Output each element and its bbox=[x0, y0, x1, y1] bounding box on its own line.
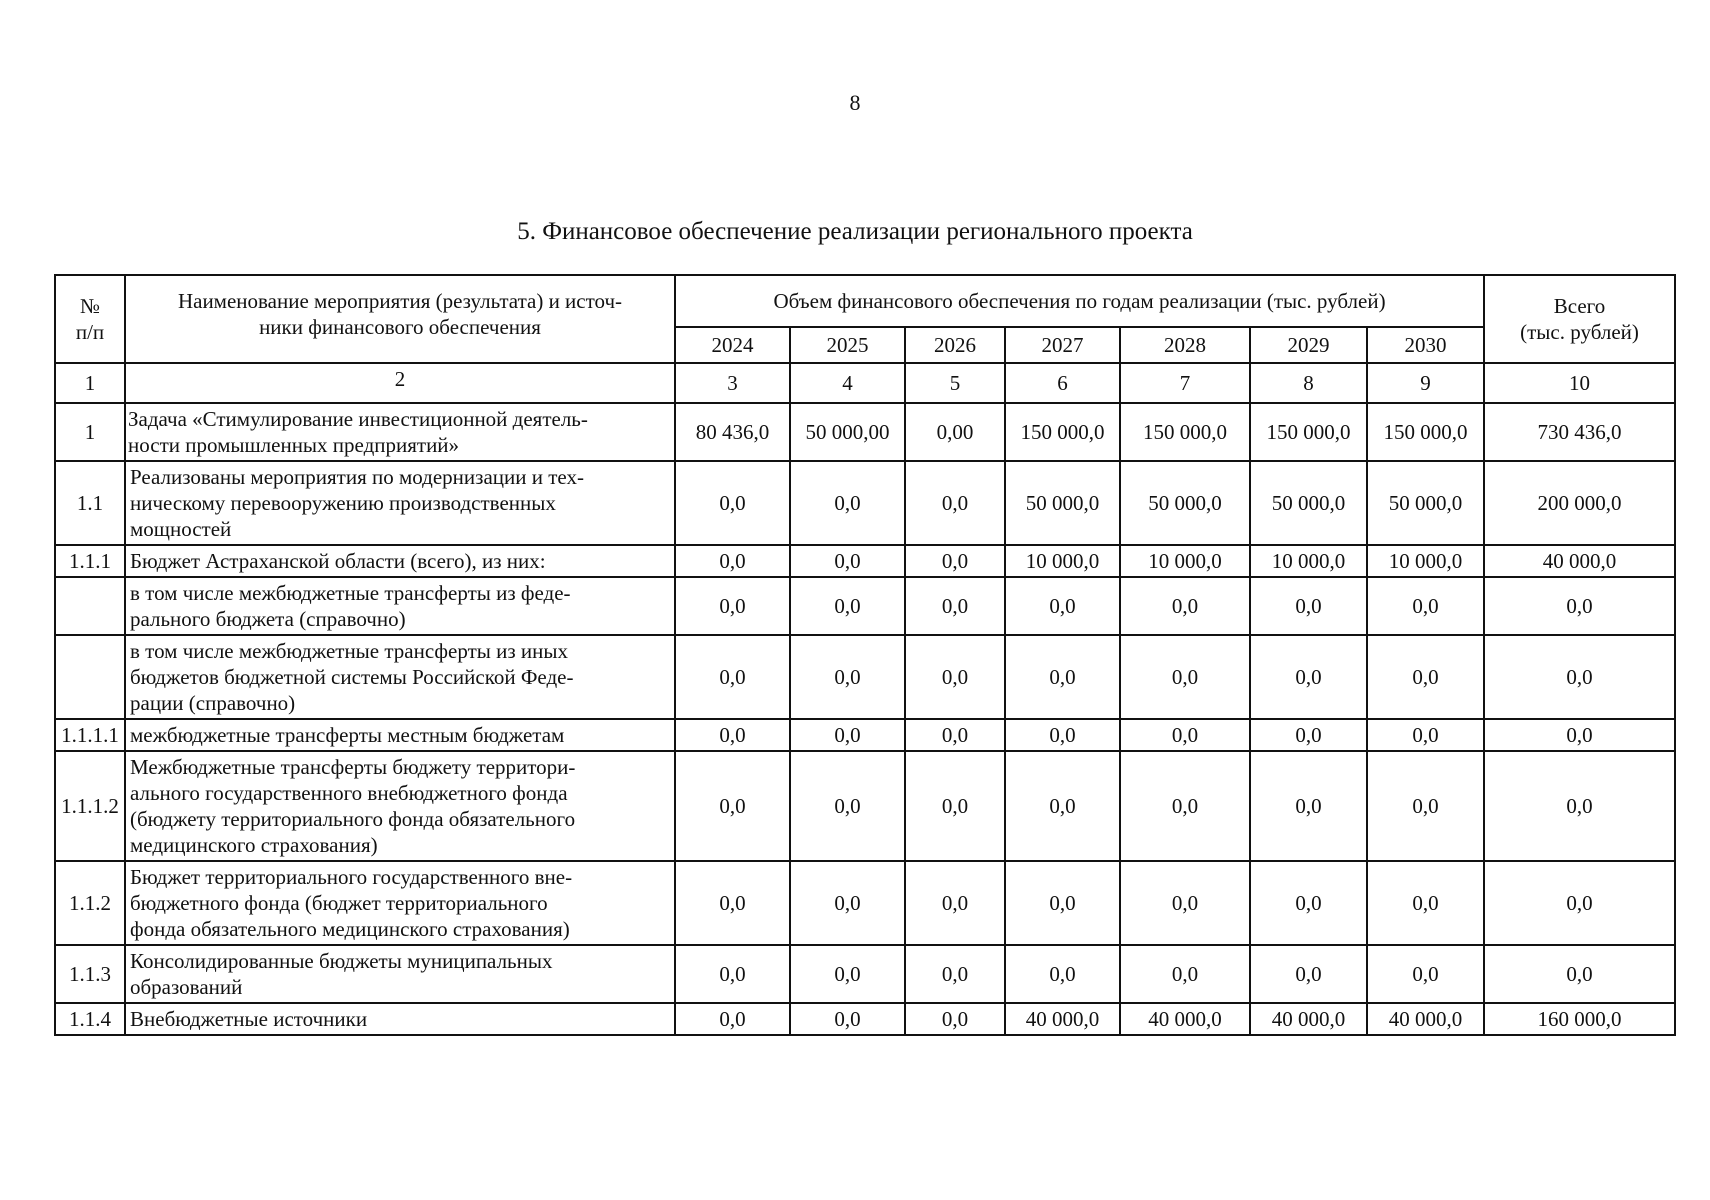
value-2025: 0,0 bbox=[790, 577, 905, 635]
value-2027: 0,0 bbox=[1005, 577, 1120, 635]
header-number: № п/п bbox=[55, 275, 125, 363]
value-2029: 0,0 bbox=[1250, 751, 1367, 861]
row-number: 1.1.1.1 bbox=[55, 719, 125, 751]
value-2026: 0,0 bbox=[905, 751, 1005, 861]
row-name: Межбюджетные трансферты бюджету территори- ального государственного внебюджетного фонда (бюджету территориального фонда обязательного медицинского страхования) bbox=[125, 751, 675, 861]
value-2027: 40 000,0 bbox=[1005, 1003, 1120, 1035]
value-2026: 0,0 bbox=[905, 461, 1005, 545]
value-2027: 10 000,0 bbox=[1005, 545, 1120, 577]
column-number-8: 8 bbox=[1250, 363, 1367, 403]
year-header-2029: 2029 bbox=[1250, 327, 1367, 363]
value-2024: 0,0 bbox=[675, 577, 790, 635]
value-2028: 150 000,0 bbox=[1120, 403, 1250, 461]
value-2027: 0,0 bbox=[1005, 945, 1120, 1003]
table-row bbox=[55, 635, 1675, 719]
row-name: Реализованы мероприятия по модернизации и тех- ническому перевооружению производственных мощностей bbox=[125, 461, 675, 545]
value-2026: 0,0 bbox=[905, 577, 1005, 635]
row-total: 730 436,0 bbox=[1484, 403, 1675, 461]
value-2030: 0,0 bbox=[1367, 577, 1484, 635]
year-header-2024: 2024 bbox=[675, 327, 790, 363]
row-name: в том числе межбюджетные трансферты из иных бюджетов бюджетной системы Российской Феде- рации (справочно) bbox=[125, 635, 675, 719]
value-2029: 40 000,0 bbox=[1250, 1003, 1367, 1035]
column-numbers-row bbox=[55, 363, 1675, 403]
table-header bbox=[55, 275, 1675, 363]
table-row bbox=[55, 545, 1675, 577]
row-number: 1.1.3 bbox=[55, 945, 125, 1003]
row-total: 200 000,0 bbox=[1484, 461, 1675, 545]
value-2026: 0,0 bbox=[905, 945, 1005, 1003]
value-2029: 0,0 bbox=[1250, 861, 1367, 945]
value-2025: 0,0 bbox=[790, 861, 905, 945]
value-2027: 50 000,0 bbox=[1005, 461, 1120, 545]
value-2025: 0,0 bbox=[790, 719, 905, 751]
value-2024: 0,0 bbox=[675, 1003, 790, 1035]
value-2027: 0,0 bbox=[1005, 635, 1120, 719]
row-total: 40 000,0 bbox=[1484, 545, 1675, 577]
value-2026: 0,0 bbox=[905, 545, 1005, 577]
column-number-7: 7 bbox=[1120, 363, 1250, 403]
value-2028: 50 000,0 bbox=[1120, 461, 1250, 545]
header-name: Наименование мероприятия (результата) и источ- ники финансового обеспечения bbox=[125, 275, 675, 363]
year-header-2026: 2026 bbox=[905, 327, 1005, 363]
value-2030: 10 000,0 bbox=[1367, 545, 1484, 577]
table-row bbox=[55, 1003, 1675, 1035]
value-2029: 10 000,0 bbox=[1250, 545, 1367, 577]
row-number: 1.1.4 bbox=[55, 1003, 125, 1035]
value-2025: 0,0 bbox=[790, 635, 905, 719]
header-volume: Объем финансового обеспечения по годам реализации (тыс. рублей) bbox=[675, 275, 1484, 327]
table-row bbox=[55, 861, 1675, 945]
value-2024: 0,0 bbox=[675, 861, 790, 945]
row-number: 1.1.1 bbox=[55, 545, 125, 577]
column-number-1: 1 bbox=[55, 363, 125, 403]
value-2027: 0,0 bbox=[1005, 861, 1120, 945]
row-number: 1.1.2 bbox=[55, 861, 125, 945]
value-2028: 0,0 bbox=[1120, 861, 1250, 945]
value-2028: 40 000,0 bbox=[1120, 1003, 1250, 1035]
section-title: 5. Финансовое обеспечение реализации регионального проекта bbox=[517, 218, 1193, 245]
year-header-2027: 2027 bbox=[1005, 327, 1120, 363]
column-number-6: 6 bbox=[1005, 363, 1120, 403]
row-total: 0,0 bbox=[1484, 577, 1675, 635]
value-2029: 50 000,0 bbox=[1250, 461, 1367, 545]
value-2025: 0,0 bbox=[790, 545, 905, 577]
row-total: 0,0 bbox=[1484, 635, 1675, 719]
value-2027: 0,0 bbox=[1005, 719, 1120, 751]
value-2025: 0,0 bbox=[790, 945, 905, 1003]
table-row bbox=[55, 719, 1675, 751]
value-2024: 0,0 bbox=[675, 461, 790, 545]
financing-table bbox=[54, 274, 1676, 1036]
value-2027: 0,0 bbox=[1005, 751, 1120, 861]
column-number-4: 4 bbox=[790, 363, 905, 403]
value-2030: 50 000,0 bbox=[1367, 461, 1484, 545]
value-2025: 0,0 bbox=[790, 461, 905, 545]
value-2026: 0,0 bbox=[905, 861, 1005, 945]
page-number: 8 bbox=[849, 90, 861, 115]
value-2028: 0,0 bbox=[1120, 945, 1250, 1003]
value-2026: 0,0 bbox=[905, 1003, 1005, 1035]
table-row bbox=[55, 461, 1675, 545]
value-2028: 0,0 bbox=[1120, 635, 1250, 719]
row-total: 0,0 bbox=[1484, 861, 1675, 945]
value-2029: 0,0 bbox=[1250, 945, 1367, 1003]
value-2028: 0,0 bbox=[1120, 751, 1250, 861]
value-2028: 10 000,0 bbox=[1120, 545, 1250, 577]
row-name: Бюджет Астраханской области (всего), из них: bbox=[125, 545, 675, 577]
row-total: 0,0 bbox=[1484, 945, 1675, 1003]
row-total: 160 000,0 bbox=[1484, 1003, 1675, 1035]
value-2025: 50 000,00 bbox=[790, 403, 905, 461]
value-2029: 0,0 bbox=[1250, 577, 1367, 635]
row-total: 0,0 bbox=[1484, 719, 1675, 751]
value-2029: 0,0 bbox=[1250, 635, 1367, 719]
value-2024: 80 436,0 bbox=[675, 403, 790, 461]
value-2030: 0,0 bbox=[1367, 861, 1484, 945]
value-2030: 0,0 bbox=[1367, 635, 1484, 719]
value-2025: 0,0 bbox=[790, 1003, 905, 1035]
table-body bbox=[55, 363, 1675, 1035]
year-header-2028: 2028 bbox=[1120, 327, 1250, 363]
table-row bbox=[55, 403, 1675, 461]
row-number bbox=[55, 635, 125, 719]
value-2029: 0,0 bbox=[1250, 719, 1367, 751]
column-number-9: 9 bbox=[1367, 363, 1484, 403]
value-2030: 0,0 bbox=[1367, 945, 1484, 1003]
row-name: Бюджет территориального государственного вне- бюджетного фонда (бюджет территориального фонда обязательного медицинского страхования) bbox=[125, 861, 675, 945]
value-2026: 0,0 bbox=[905, 635, 1005, 719]
table-row bbox=[55, 577, 1675, 635]
value-2030: 40 000,0 bbox=[1367, 1003, 1484, 1035]
value-2026: 0,00 bbox=[905, 403, 1005, 461]
column-number-5: 5 bbox=[905, 363, 1005, 403]
value-2028: 0,0 bbox=[1120, 577, 1250, 635]
value-2026: 0,0 bbox=[905, 719, 1005, 751]
column-number-3: 3 bbox=[675, 363, 790, 403]
row-name: Консолидированные бюджеты муниципальных образований bbox=[125, 945, 675, 1003]
value-2024: 0,0 bbox=[675, 945, 790, 1003]
column-number-10: 10 bbox=[1484, 363, 1675, 403]
value-2030: 150 000,0 bbox=[1367, 403, 1484, 461]
year-header-2025: 2025 bbox=[790, 327, 905, 363]
row-name: в том числе межбюджетные трансферты из феде- рального бюджета (справочно) bbox=[125, 577, 675, 635]
year-header-2030: 2030 bbox=[1367, 327, 1484, 363]
value-2024: 0,0 bbox=[675, 635, 790, 719]
value-2024: 0,0 bbox=[675, 719, 790, 751]
value-2027: 150 000,0 bbox=[1005, 403, 1120, 461]
column-number-2: 2 bbox=[125, 363, 675, 403]
table-row bbox=[55, 945, 1675, 1003]
value-2030: 0,0 bbox=[1367, 751, 1484, 861]
row-name: Внебюджетные источники bbox=[125, 1003, 675, 1035]
row-name: межбюджетные трансферты местным бюджетам bbox=[125, 719, 675, 751]
header-total: Всего (тыс. рублей) bbox=[1484, 275, 1675, 363]
value-2029: 150 000,0 bbox=[1250, 403, 1367, 461]
row-total: 0,0 bbox=[1484, 751, 1675, 861]
value-2025: 0,0 bbox=[790, 751, 905, 861]
value-2030: 0,0 bbox=[1367, 719, 1484, 751]
row-number: 1.1.1.2 bbox=[55, 751, 125, 861]
value-2028: 0,0 bbox=[1120, 719, 1250, 751]
table-row bbox=[55, 751, 1675, 861]
row-name: Задача «Стимулирование инвестиционной деятель- ности промышленных предприятий» bbox=[125, 403, 675, 461]
row-number: 1.1 bbox=[55, 461, 125, 545]
value-2024: 0,0 bbox=[675, 751, 790, 861]
row-number: 1 bbox=[55, 403, 125, 461]
row-number bbox=[55, 577, 125, 635]
value-2024: 0,0 bbox=[675, 545, 790, 577]
